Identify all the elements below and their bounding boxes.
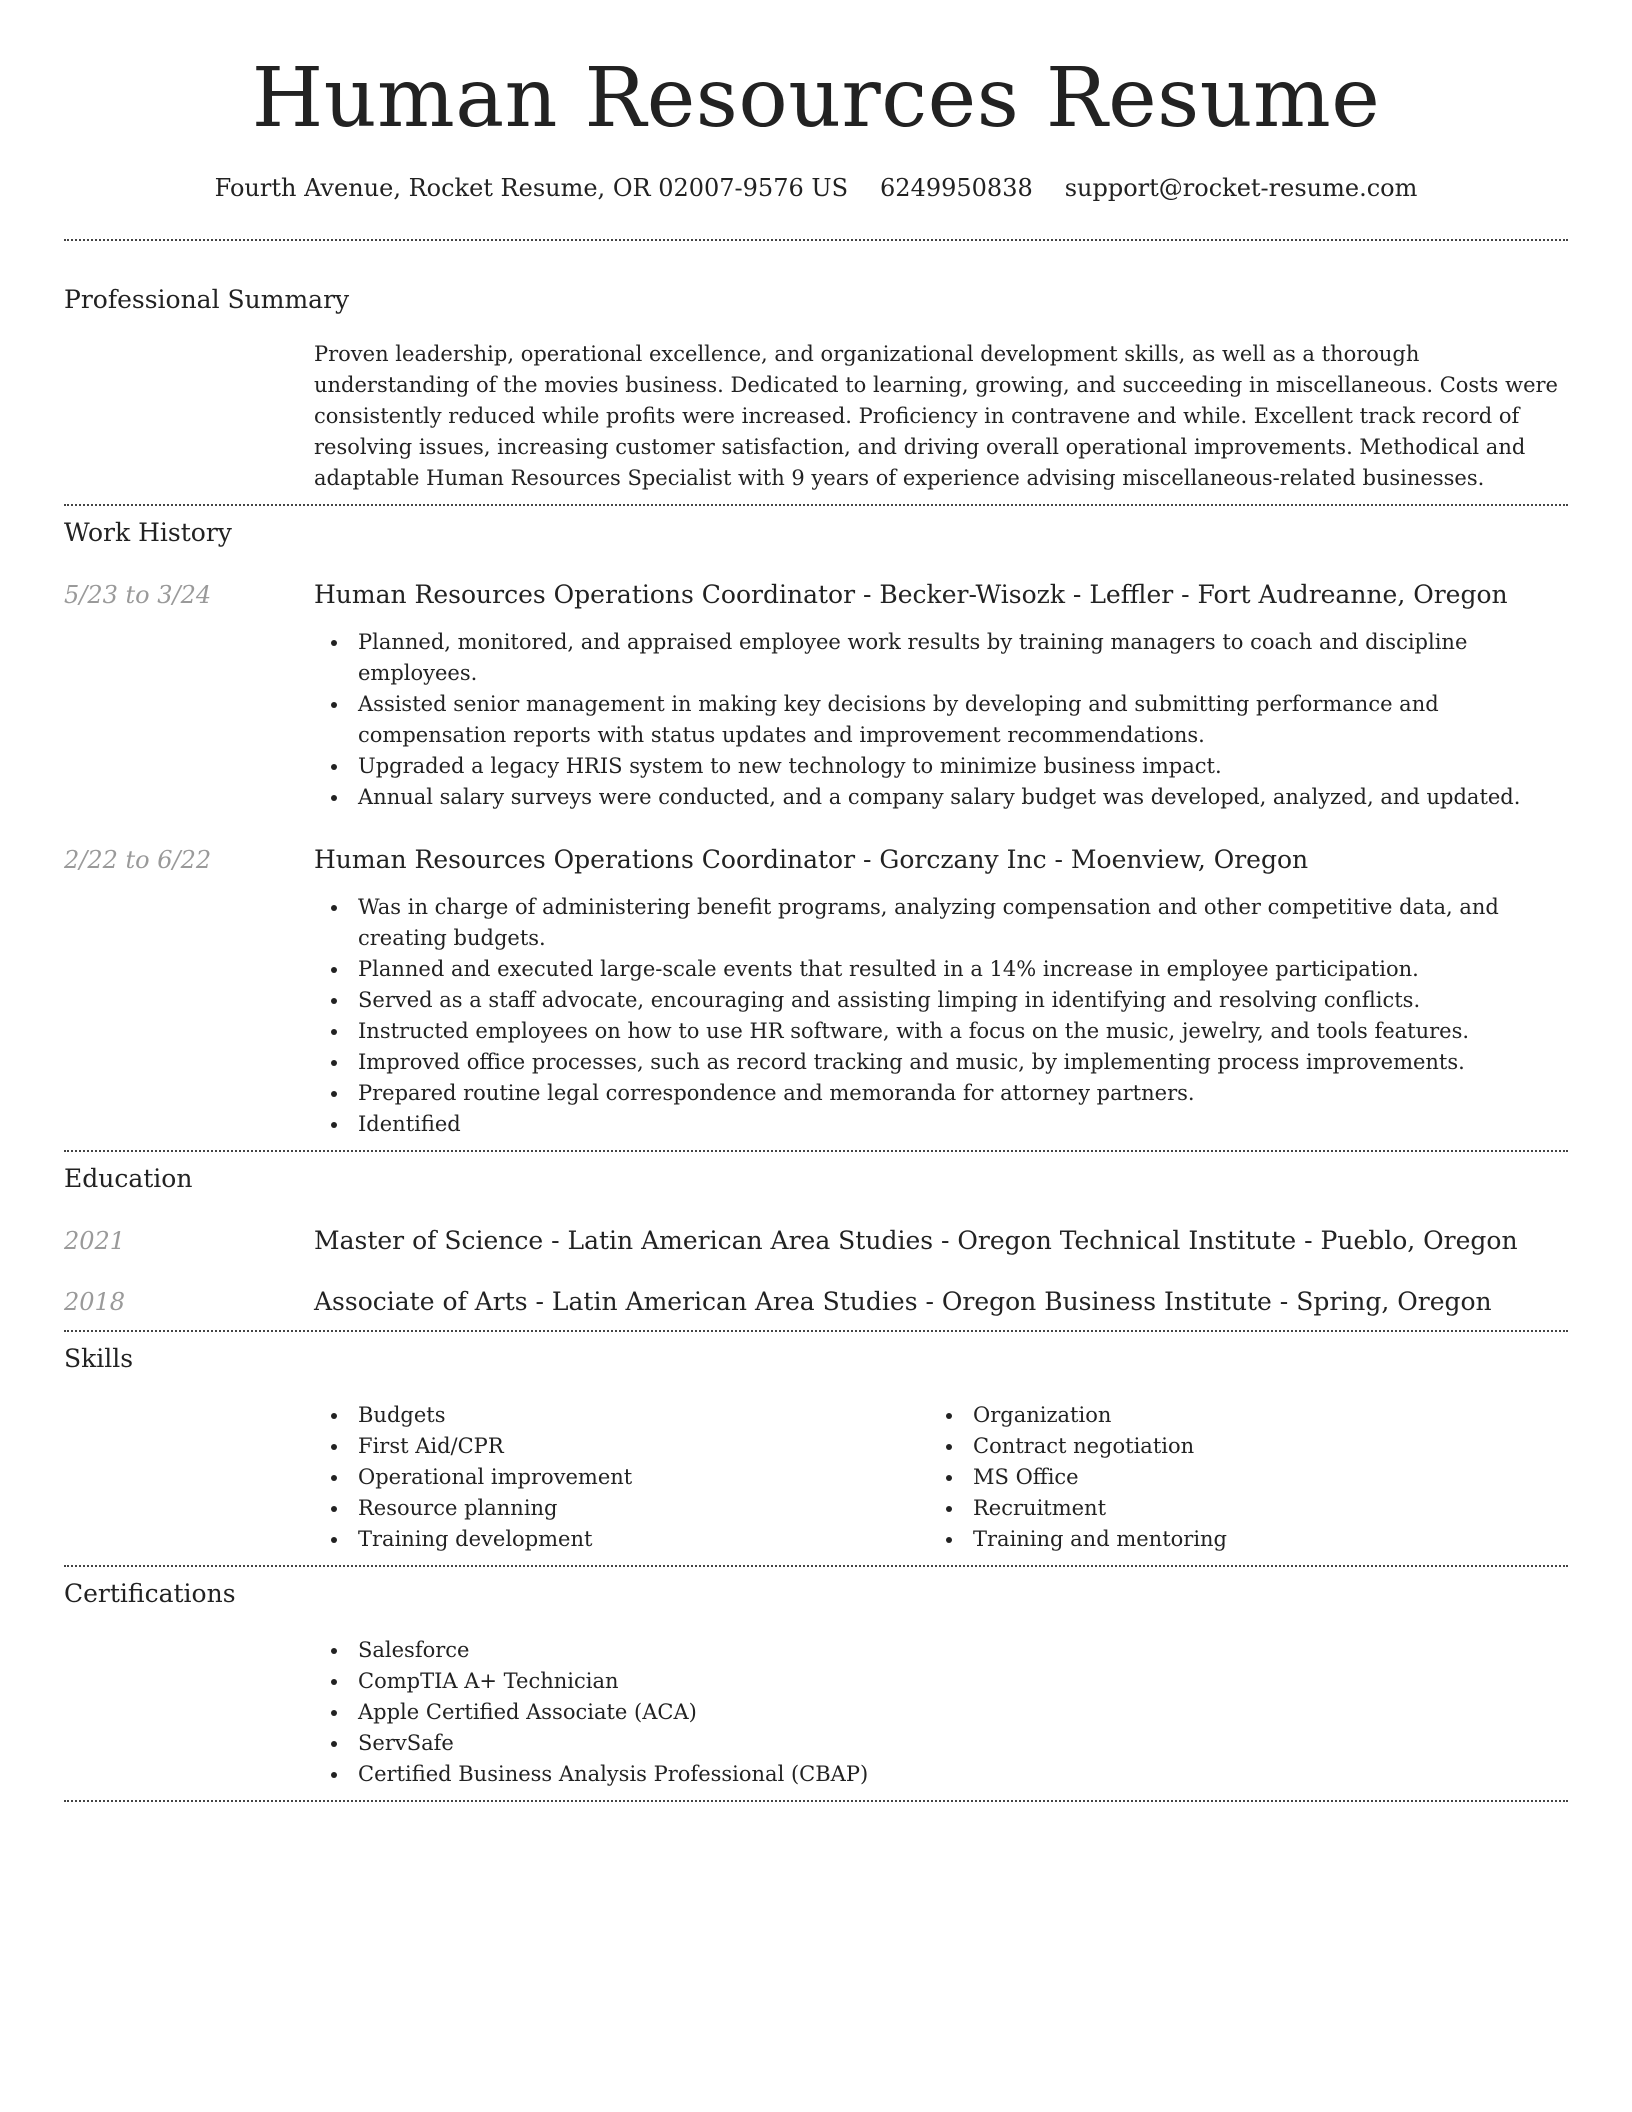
contact-phone: 6249950838 — [880, 174, 1033, 202]
job-bullets — [314, 892, 1568, 1140]
education-year: 2018 — [64, 1288, 126, 1316]
job-entry — [64, 845, 1568, 874]
job-bullet: Planned, monitored, and appraised employee work results by training managers to coach and discipline employees. — [314, 627, 1568, 689]
certifications-list — [314, 1635, 1568, 1790]
skill-item: Organization — [929, 1400, 1544, 1431]
job-bullets — [314, 627, 1568, 813]
contact-address: Fourth Avenue, Rocket Resume, OR 02007-9576 US — [214, 174, 849, 202]
divider — [64, 1800, 1568, 1802]
skills-left-list — [314, 1400, 929, 1555]
skill-item: MS Office — [929, 1462, 1544, 1493]
skill-item: Contract negotiation — [929, 1431, 1544, 1462]
education-title: Master of Science - Latin American Area Studies - Oregon Technical Institute - Pueblo, Oregon — [314, 1226, 1518, 1255]
job-bullet: Upgraded a legacy HRIS system to new technology to minimize business impact. — [314, 751, 1568, 782]
skills-right-list — [929, 1400, 1544, 1555]
divider — [64, 1330, 1568, 1332]
job-dates: 2/22 to 6/22 — [64, 846, 212, 874]
certification-item: Salesforce — [314, 1635, 1568, 1666]
skill-item: Recruitment — [929, 1493, 1544, 1524]
contact-email: support@rocket-resume.com — [1064, 174, 1418, 202]
education-year: 2021 — [64, 1227, 126, 1255]
certification-item: CompTIA A+ Technician — [314, 1666, 1568, 1697]
skill-item: Training development — [314, 1524, 929, 1555]
skill-item: Operational improvement — [314, 1462, 929, 1493]
divider — [64, 1150, 1568, 1152]
certification-item: ServSafe — [314, 1728, 1568, 1759]
contact-line — [64, 174, 1568, 202]
job-bullet: Was in charge of administering benefit programs, analyzing compensation and other competitive data, and creating budgets. — [314, 892, 1568, 954]
job-bullet: Prepared routine legal correspondence and memoranda for attorney partners. — [314, 1078, 1568, 1109]
summary-heading: Professional Summary — [64, 285, 350, 314]
education-title: Associate of Arts - Latin American Area Studies - Oregon Business Institute - Spring, Oregon — [314, 1287, 1492, 1316]
job-entry — [64, 580, 1568, 609]
skill-item: Training and mentoring — [929, 1524, 1544, 1555]
work-history-heading: Work History — [64, 518, 232, 547]
skill-item: First Aid/CPR — [314, 1431, 929, 1462]
resume-title: Human Resources Resume — [251, 51, 1381, 146]
education-entry — [64, 1287, 1568, 1316]
job-bullet: Instructed employees on how to use HR software, with a focus on the music, jewelry, and tools features. — [314, 1016, 1568, 1047]
certification-item: Apple Certified Associate (ACA) — [314, 1697, 1568, 1728]
education-entry — [64, 1226, 1568, 1255]
job-bullet: Assisted senior management in making key decisions by developing and submitting performance and compensation reports with status updates and improvement recommendations. — [314, 689, 1568, 751]
job-bullet: Improved office processes, such as record tracking and music, by implementing process improvements. — [314, 1047, 1568, 1078]
skills-heading: Skills — [64, 1344, 134, 1373]
job-bullet: Served as a staff advocate, encouraging and assisting limping in identifying and resolving conflicts. — [314, 985, 1568, 1016]
job-title: Human Resources Operations Coordinator - Becker-Wisozk - Leffler - Fort Audreanne, Oregon — [314, 580, 1508, 609]
summary-text: Proven leadership, operational excellence, and organizational development skills, as well as a thorough understanding of the movies business. Dedicated to learning, growing, and succeeding in miscellaneous. Costs were consistently reduced while profits were increased. Proficiency in contravene and while. Excellent track record of resolving issues, increasing customer satisfaction, and driving overall operational improvements. Methodical and adaptable Human Resources Specialist with 9 years of experience advising miscellaneous-related businesses. — [314, 342, 1558, 490]
skill-item: Resource planning — [314, 1493, 929, 1524]
job-bullet: Annual salary surveys were conducted, and a company salary budget was developed, analyzed, and updated. — [314, 782, 1568, 813]
skill-item: Budgets — [314, 1400, 929, 1431]
divider — [64, 239, 1568, 241]
job-title: Human Resources Operations Coordinator - Gorczany Inc - Moenview, Oregon — [314, 845, 1309, 874]
job-bullet: Identified — [314, 1109, 1568, 1140]
job-dates: 5/23 to 3/24 — [64, 581, 212, 609]
education-heading: Education — [64, 1164, 193, 1193]
divider — [64, 1565, 1568, 1567]
certification-item: Certified Business Analysis Professional (CBAP) — [314, 1759, 1568, 1790]
skills-grid — [314, 1400, 1568, 1555]
divider — [64, 504, 1568, 506]
certifications-heading: Certifications — [64, 1579, 236, 1608]
job-bullet: Planned and executed large-scale events that resulted in a 14% increase in employee participation. — [314, 954, 1568, 985]
